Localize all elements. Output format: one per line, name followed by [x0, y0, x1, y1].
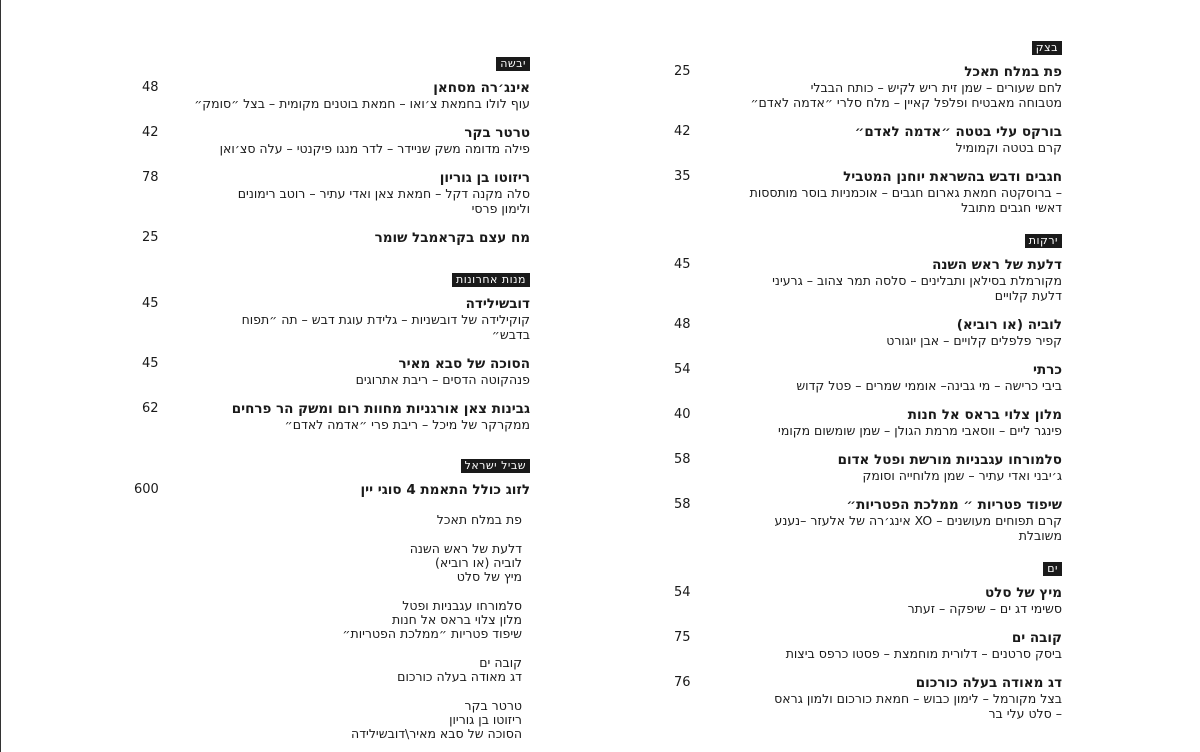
- item-price: 48: [674, 317, 691, 332]
- tasting-course-group: [140, 542, 530, 584]
- menu-item: [140, 356, 530, 387]
- item-price: 25: [674, 64, 691, 79]
- item-price: 25: [142, 230, 159, 245]
- item-description: פילה מדומה משק שניידר – לדר מנגו פיקנטי – עלה סצ׳ואן: [219, 141, 530, 156]
- tasting-course: לוביה (או רוביא): [435, 555, 522, 570]
- item-description: פינגר ליים – ווסאבי מרמת הגולן – שמן שומשום מקומי: [778, 423, 1062, 438]
- item-description: סלה מקנה דקל – חמאת צאן ואדי עתיר – רוטב רימונים ולימון פרסי: [237, 186, 530, 216]
- menu-item: [670, 585, 1062, 616]
- item-price: 42: [674, 124, 691, 139]
- menu-item: [140, 170, 530, 216]
- item-name: ריזוטו בן גוריון: [439, 170, 530, 186]
- item-name: מח עצם בקראמבל שומר: [374, 230, 530, 246]
- item-description: קרם בטטה וקמומיל: [955, 140, 1062, 155]
- item-price: 45: [142, 296, 159, 311]
- tasting-course: טרטר בקר: [464, 698, 522, 713]
- tasting-course-group: [140, 513, 530, 527]
- item-name: מלון צלוי בראס אל חנות: [907, 407, 1062, 423]
- tasting-course: קובה ים: [479, 655, 522, 670]
- section-tag: שביל ישראל: [461, 459, 530, 473]
- menu-item: [670, 362, 1062, 393]
- tasting-course-group: [140, 656, 530, 684]
- tasting-menu: [134, 482, 530, 741]
- item-name: גבינות צאן אורגניות מחוות רום ומשק הר פרחים: [231, 401, 530, 417]
- menu-item: [670, 675, 1062, 721]
- item-description: ביבי כרישה – מי גבינה– אוממי שמרים – פטל קדוש: [796, 378, 1062, 393]
- page-edge: [0, 0, 1, 752]
- item-name: דג מאודה בעלה כורכום: [915, 675, 1062, 691]
- item-name: הסוכה של סבא מאיר: [398, 356, 530, 372]
- item-price: 40: [674, 407, 691, 422]
- section-tag: מנות אחרונות: [452, 273, 530, 287]
- menu-item: [140, 296, 530, 342]
- item-name: קובה ים: [1011, 630, 1062, 646]
- tasting-course: סלמורחו עגבניות ופטל: [402, 598, 522, 613]
- tasting-title: לזוג כולל התאמת 4 סוגי יין: [360, 482, 530, 498]
- menu-section: [140, 454, 530, 476]
- item-price: 48: [142, 80, 159, 95]
- tasting-course: הסוכה של סבא מאיר\דובשילידה: [351, 726, 522, 741]
- tasting-course: מלון צלוי בראס אל חנות: [391, 612, 522, 627]
- menu-item: [670, 257, 1062, 303]
- item-name: לוביה (או רוביא): [956, 317, 1062, 333]
- item-price: 58: [674, 497, 691, 512]
- item-description: קוקילידה של דובשניות – גלידת עוגת דבש – תה ״תפוח בדבש״: [241, 312, 530, 342]
- menu-item: [670, 124, 1062, 155]
- menu-item: [670, 452, 1062, 483]
- item-name: דלעת של ראש השנה: [932, 257, 1062, 273]
- item-description: עוף לולו בחמאת צ׳ואו – חמאת בוטנים מקומית – בצל ״סומק״: [194, 96, 530, 111]
- item-name: טרטר בקר: [464, 125, 530, 141]
- tasting-price: 600: [134, 482, 159, 497]
- tasting-course: ריזוטו בן גוריון: [449, 712, 522, 727]
- menu-section: [140, 52, 530, 74]
- menu-section: [670, 36, 1062, 58]
- item-price: 45: [674, 257, 691, 272]
- menu-item: [670, 317, 1062, 348]
- menu-column-right: [670, 36, 1062, 735]
- menu-item: [670, 64, 1062, 110]
- item-description: מקורמלת בסילאן ותבלינים – סלסה תמר צהוב – גרעיני דלעת קלויים: [772, 273, 1062, 303]
- item-description: פנהקוטה הדסים – ריבת אתרוגים: [355, 372, 530, 387]
- item-name: שיפוד פטריות ״ ממלכת הפטריות״: [846, 497, 1062, 513]
- item-name: מיץ של סלט: [985, 585, 1062, 601]
- tasting-course: מיץ של סלט: [456, 569, 522, 584]
- item-price: 75: [674, 630, 691, 645]
- item-price: 35: [674, 169, 691, 184]
- item-description: ג׳יבני ואדי עתיר – שמן מלוחייה וסומק: [862, 468, 1062, 483]
- item-price: 76: [674, 675, 691, 690]
- menu-section: [140, 268, 530, 290]
- item-name: סלמורחו עגבניות מורשת ופטל אדום: [837, 452, 1062, 468]
- item-name: חגבים ודבש בהשראת יוחנן המטביל: [843, 169, 1062, 185]
- item-price: 78: [142, 170, 159, 185]
- menu-section: [670, 557, 1062, 579]
- item-name: כרתי: [1033, 362, 1062, 378]
- tasting-course: פת במלח תאכל: [436, 512, 522, 527]
- item-description: סשימי דג ים – שיפקה – זעתר: [907, 601, 1062, 616]
- item-name: דובשילידה: [465, 296, 530, 312]
- item-price: 42: [142, 125, 159, 140]
- section-tag: ים: [1043, 562, 1062, 576]
- menu-item: [140, 125, 530, 156]
- item-name: פת במלח תאכל: [964, 64, 1062, 80]
- item-price: 45: [142, 356, 159, 371]
- menu-item: [670, 407, 1062, 438]
- section-tag: ירקות: [1025, 234, 1062, 248]
- menu-item: [670, 630, 1062, 661]
- menu-item: [140, 230, 530, 246]
- tasting-course-group: [140, 599, 530, 641]
- item-price: 54: [674, 585, 691, 600]
- item-description: ביסק סרטנים – דלורית מוחמצת – פסטו כרפס ביצות: [785, 646, 1062, 661]
- menu-item: [140, 80, 530, 111]
- menu-item: [140, 401, 530, 432]
- menu-column-left: [134, 52, 530, 741]
- item-description: לחם שעורים – שמן זית ריש לקיש – כותח הבבלי מטבוחה מאבטיח ופלפל קאיין – מלח סלרי ״אדמה לאדם״: [750, 80, 1062, 110]
- item-price: 58: [674, 452, 691, 467]
- item-description: – ברוסקטה חמאת גארום חגבים – אוכמניות בוסר מותססות דאשי חגבים מתובל: [749, 185, 1062, 215]
- section-tag: יבשה: [496, 57, 530, 71]
- item-description: בצל מקורמל – לימון כבוש – חמאת כורכום ולמון גראס – סלט עלי בר: [774, 691, 1062, 721]
- item-price: 54: [674, 362, 691, 377]
- section-tag: בצק: [1032, 41, 1062, 55]
- tasting-course: דלעת של ראש השנה: [409, 541, 522, 556]
- item-description: קפיר פלפלים קלויים – אבן יוגורט: [886, 333, 1062, 348]
- menu-item: [670, 497, 1062, 543]
- item-price: 62: [142, 401, 159, 416]
- tasting-course: שיפוד פטריות ״ממלכת הפטריות״: [342, 626, 522, 641]
- item-name: אינג׳רה מסחאן: [433, 80, 530, 96]
- menu-item: [670, 169, 1062, 215]
- tasting-course: דג מאודה בעלה כורכום: [397, 669, 522, 684]
- item-description: ממקרקר של מיכל – ריבת פרי ״אדמה לאדם״: [284, 417, 530, 432]
- item-description: קרם תפוחים מעושנים – XO אינג׳רה של אלעזר –נענע משובלת: [774, 513, 1062, 543]
- tasting-course-group: [140, 699, 530, 741]
- menu-section: [670, 229, 1062, 251]
- item-name: בורקס עלי בטטה ״אדמה לאדם״: [854, 124, 1062, 140]
